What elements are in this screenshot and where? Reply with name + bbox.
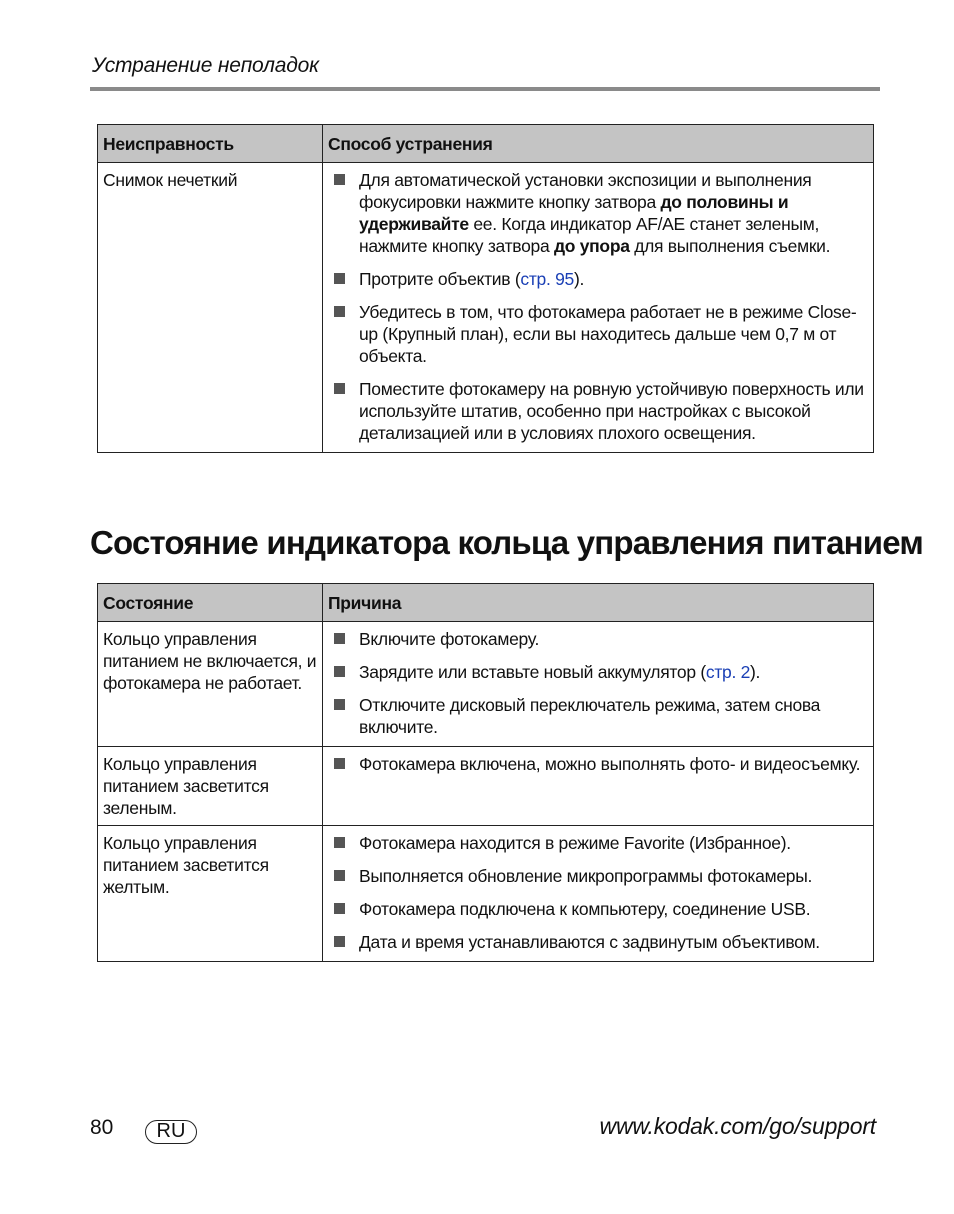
section-title: Состояние индикатора кольца управления питанием (90, 524, 923, 561)
bullet-square-icon (334, 174, 345, 185)
running-header-title: Устранение неполадок (92, 54, 319, 77)
emphasis-text: до половины и удерживайте (359, 192, 789, 234)
solution-cell (323, 163, 874, 453)
support-url[interactable]: www.kodak.com/go/support (599, 1113, 876, 1139)
column-header-problem: Неисправность (98, 125, 323, 163)
state-cell: Кольцо управления питанием засветится зеленым. (98, 747, 323, 826)
column-header-cause: Причина (323, 584, 874, 622)
page-link[interactable]: стр. 2 (705, 662, 751, 682)
bullet-square-icon (334, 306, 345, 317)
bullet-square-icon (334, 273, 345, 284)
bullet-square-icon (334, 936, 345, 947)
cause-list (329, 753, 865, 775)
table-row (98, 622, 874, 747)
list-item-text: Убедитесь в том, что фотокамера работает не в режиме Close-up (Крупный план), если вы находитесь дальше чем 0,7 м от объекта. (359, 302, 857, 366)
emphasis-text: до упора (553, 236, 630, 256)
list-item-text: Зарядите или вставьте новый аккумулятор ( (359, 662, 706, 682)
column-header-solution: Способ устранения (323, 125, 874, 163)
list-item (329, 694, 865, 738)
bullet-square-icon (334, 870, 345, 881)
table-header-row (98, 125, 874, 163)
list-item-text: Выполняется обновление микропрограммы фотокамеры. (359, 866, 813, 886)
state-cell: Кольцо управления питанием засветится желтым. (98, 826, 323, 962)
column-header-state: Состояние (98, 584, 323, 622)
solution-list (329, 169, 865, 444)
list-item-text: Для автоматической установки экспозиции и выполнения фокусировки нажмите кнопку затвора (359, 170, 812, 212)
bullet-square-icon (334, 837, 345, 848)
list-item (329, 628, 865, 650)
list-item-text: Отключите дисковый переключатель режима, затем снова включите. (359, 695, 821, 737)
list-item-text: Дата и время устанавливаются с задвинутым объективом. (359, 932, 820, 952)
list-item-text: Включите фотокамеру. (359, 629, 540, 649)
cause-cell (323, 747, 874, 826)
list-item (329, 169, 865, 257)
header-rule (90, 87, 880, 91)
page-link[interactable]: стр. 95 (520, 269, 574, 289)
list-item-text: Поместите фотокамеру на ровную устойчивую поверхность или используйте штатив, особенно при настройках с высокой детализацией или в условиях плохого освещения. (359, 379, 864, 443)
bullet-square-icon (334, 633, 345, 644)
power-ring-status-table (97, 583, 874, 962)
list-item (329, 301, 865, 367)
bullet-square-icon (334, 383, 345, 394)
state-cell: Кольцо управления питанием не включается, и фотокамера не работает. (98, 622, 323, 747)
list-item-text: Протрите объектив ( (359, 269, 521, 289)
list-item-text: Фотокамера включена, можно выполнять фото- и видеосъемку. (359, 754, 861, 774)
list-item (329, 865, 865, 887)
list-item (329, 832, 865, 854)
cause-cell (323, 622, 874, 747)
bullet-square-icon (334, 758, 345, 769)
language-badge: RU (145, 1120, 197, 1144)
list-item-text: для выполнения съемки. (629, 236, 831, 256)
list-item-text: ее. Когда индикатор AF/AE станет зеленым, нажмите кнопку затвора (359, 214, 820, 256)
table-header-row (98, 584, 874, 622)
table-row (98, 826, 874, 962)
list-item (329, 753, 865, 775)
list-item-text: ). (750, 662, 761, 682)
bullet-square-icon (334, 903, 345, 914)
list-item (329, 268, 865, 290)
list-item (329, 931, 865, 953)
bullet-square-icon (334, 666, 345, 677)
cause-list (329, 628, 865, 738)
list-item (329, 661, 865, 683)
list-item (329, 378, 865, 444)
cause-cell (323, 826, 874, 962)
troubleshooting-table (97, 124, 874, 453)
table-row (98, 747, 874, 826)
bullet-square-icon (334, 699, 345, 710)
list-item (329, 898, 865, 920)
table-row (98, 163, 874, 453)
cause-list (329, 832, 865, 953)
list-item-text: Фотокамера подключена к компьютеру, соединение USB. (359, 899, 811, 919)
problem-cell: Снимок нечеткий (98, 163, 323, 453)
list-item-text: ). (573, 269, 585, 289)
list-item-text: Фотокамера находится в режиме Favorite (Избранное). (359, 833, 791, 853)
page-number: 80 (90, 1116, 114, 1139)
